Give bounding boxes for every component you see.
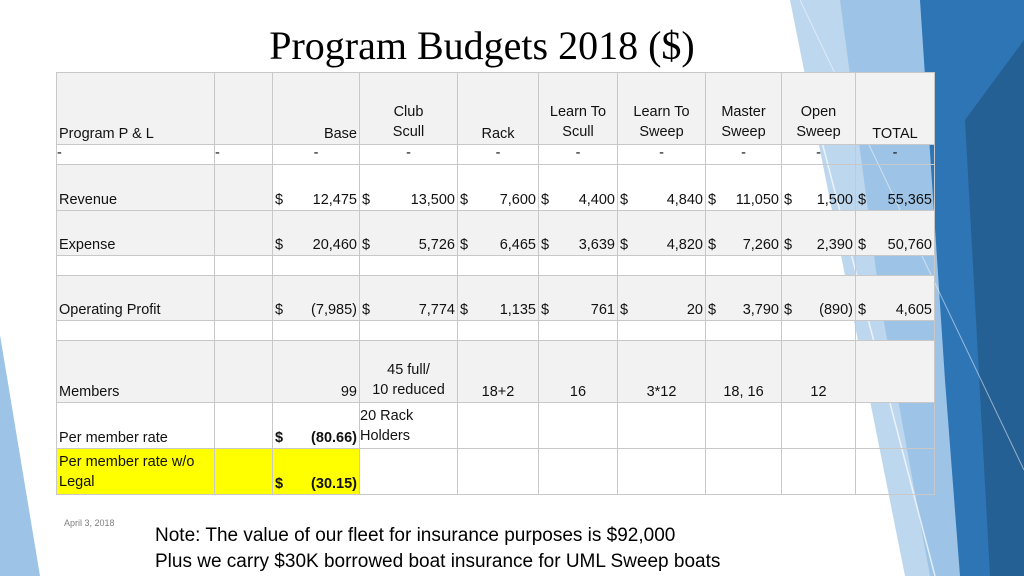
empty-cell (215, 403, 273, 449)
header-base: Base (273, 73, 360, 145)
revenue-club-scull: $ 13,500 (360, 165, 458, 211)
members-master-sweep: 18, 16 (706, 341, 782, 403)
dash-cell: - (706, 145, 782, 165)
operating-club-scull: $ 7,774 (360, 276, 458, 321)
header-program: Program P & L (57, 73, 215, 145)
revenue-master-sweep: $ 11,050 (706, 165, 782, 211)
dash-cell: - (618, 145, 706, 165)
revenue-row (57, 165, 935, 211)
header-empty (215, 73, 273, 145)
spacer-row (57, 256, 935, 276)
dash-cell: - (856, 145, 935, 165)
revenue-label: Revenue (57, 165, 215, 211)
members-open-sweep: 12 (782, 341, 856, 403)
revenue-open-sweep: $ 1,500 (782, 165, 856, 211)
operating-profit-label: Operating Profit (57, 276, 215, 321)
budget-table (56, 72, 935, 495)
expense-open-sweep: $ 2,390 (782, 211, 856, 256)
dash-row (57, 145, 935, 165)
per-member-row (57, 403, 935, 449)
operating-learn-to-sweep: $ 20 (618, 276, 706, 321)
header-rack: Rack (458, 73, 539, 145)
rack-holders-note: 20 Rack Holders (360, 403, 458, 449)
per-member-label: Per member rate (57, 403, 215, 449)
expense-learn-to-sweep: $ 4,820 (618, 211, 706, 256)
operating-total: $ 4,605 (856, 276, 935, 321)
insurance-note (155, 523, 720, 575)
operating-master-sweep: $ 3,790 (706, 276, 782, 321)
per-member-legal-base: $ (30.15) (273, 449, 360, 495)
dash-cell: - (57, 145, 215, 165)
dash-cell: - (458, 145, 539, 165)
page-title: Program Budgets 2018 ($) (269, 23, 695, 68)
dash-cell: - (360, 145, 458, 165)
operating-learn-to-scull: $ 761 (539, 276, 618, 321)
members-label: Members (57, 341, 215, 403)
header-learn-to-scull: Learn To Scull (539, 73, 618, 145)
header-club-scull: Club Scull (360, 73, 458, 145)
revenue-rack: $ 7,600 (458, 165, 539, 211)
dash-cell: - (215, 145, 273, 165)
per-member-legal-label: Per member rate w/o Legal (57, 449, 215, 495)
members-base: 99 (273, 341, 360, 403)
per-member-legal-row (57, 449, 935, 495)
empty-cell (215, 276, 273, 321)
footer-date: April 3, 2018 (64, 518, 115, 528)
empty-cell (215, 449, 273, 495)
revenue-learn-to-scull: $ 4,400 (539, 165, 618, 211)
dash-cell: - (539, 145, 618, 165)
expense-label: Expense (57, 211, 215, 256)
expense-total: $ 50,760 (856, 211, 935, 256)
operating-rack: $ 1,135 (458, 276, 539, 321)
header-learn-to-sweep: Learn To Sweep (618, 73, 706, 145)
members-rack: 18+2 (458, 341, 539, 403)
empty-cell (215, 165, 273, 211)
note-line-1: Note: The value of our fleet for insurance purposes is $92,000 (155, 525, 676, 546)
empty-cell (215, 341, 273, 403)
note-line-2: Plus we carry $30K borrowed boat insurance for UML Sweep boats (155, 551, 721, 572)
header-row (57, 73, 935, 145)
spacer-row (57, 321, 935, 341)
revenue-base: $ 12,475 (273, 165, 360, 211)
members-row (57, 341, 935, 403)
expense-rack: $ 6,465 (458, 211, 539, 256)
expense-row (57, 211, 935, 256)
empty-cell (215, 211, 273, 256)
header-open-sweep: Open Sweep (782, 73, 856, 145)
dash-cell: - (782, 145, 856, 165)
expense-club-scull: $ 5,726 (360, 211, 458, 256)
members-learn-to-sweep: 3*12 (618, 341, 706, 403)
expense-learn-to-scull: $ 3,639 (539, 211, 618, 256)
header-master-sweep: Master Sweep (706, 73, 782, 145)
operating-open-sweep: $ (890) (782, 276, 856, 321)
header-total: TOTAL (856, 73, 935, 145)
expense-base: $ 20,460 (273, 211, 360, 256)
left-blue-triangle (0, 335, 40, 576)
empty-cell (856, 341, 935, 403)
operating-profit-row (57, 276, 935, 321)
per-member-base: $ (80.66) (273, 403, 360, 449)
revenue-learn-to-sweep: $ 4,840 (618, 165, 706, 211)
members-club-scull: 45 full/ 10 reduced (360, 341, 458, 403)
revenue-total: $ 55,365 (856, 165, 935, 211)
expense-master-sweep: $ 7,260 (706, 211, 782, 256)
members-learn-to-scull: 16 (539, 341, 618, 403)
operating-base: $ (7,985) (273, 276, 360, 321)
dash-cell: - (273, 145, 360, 165)
